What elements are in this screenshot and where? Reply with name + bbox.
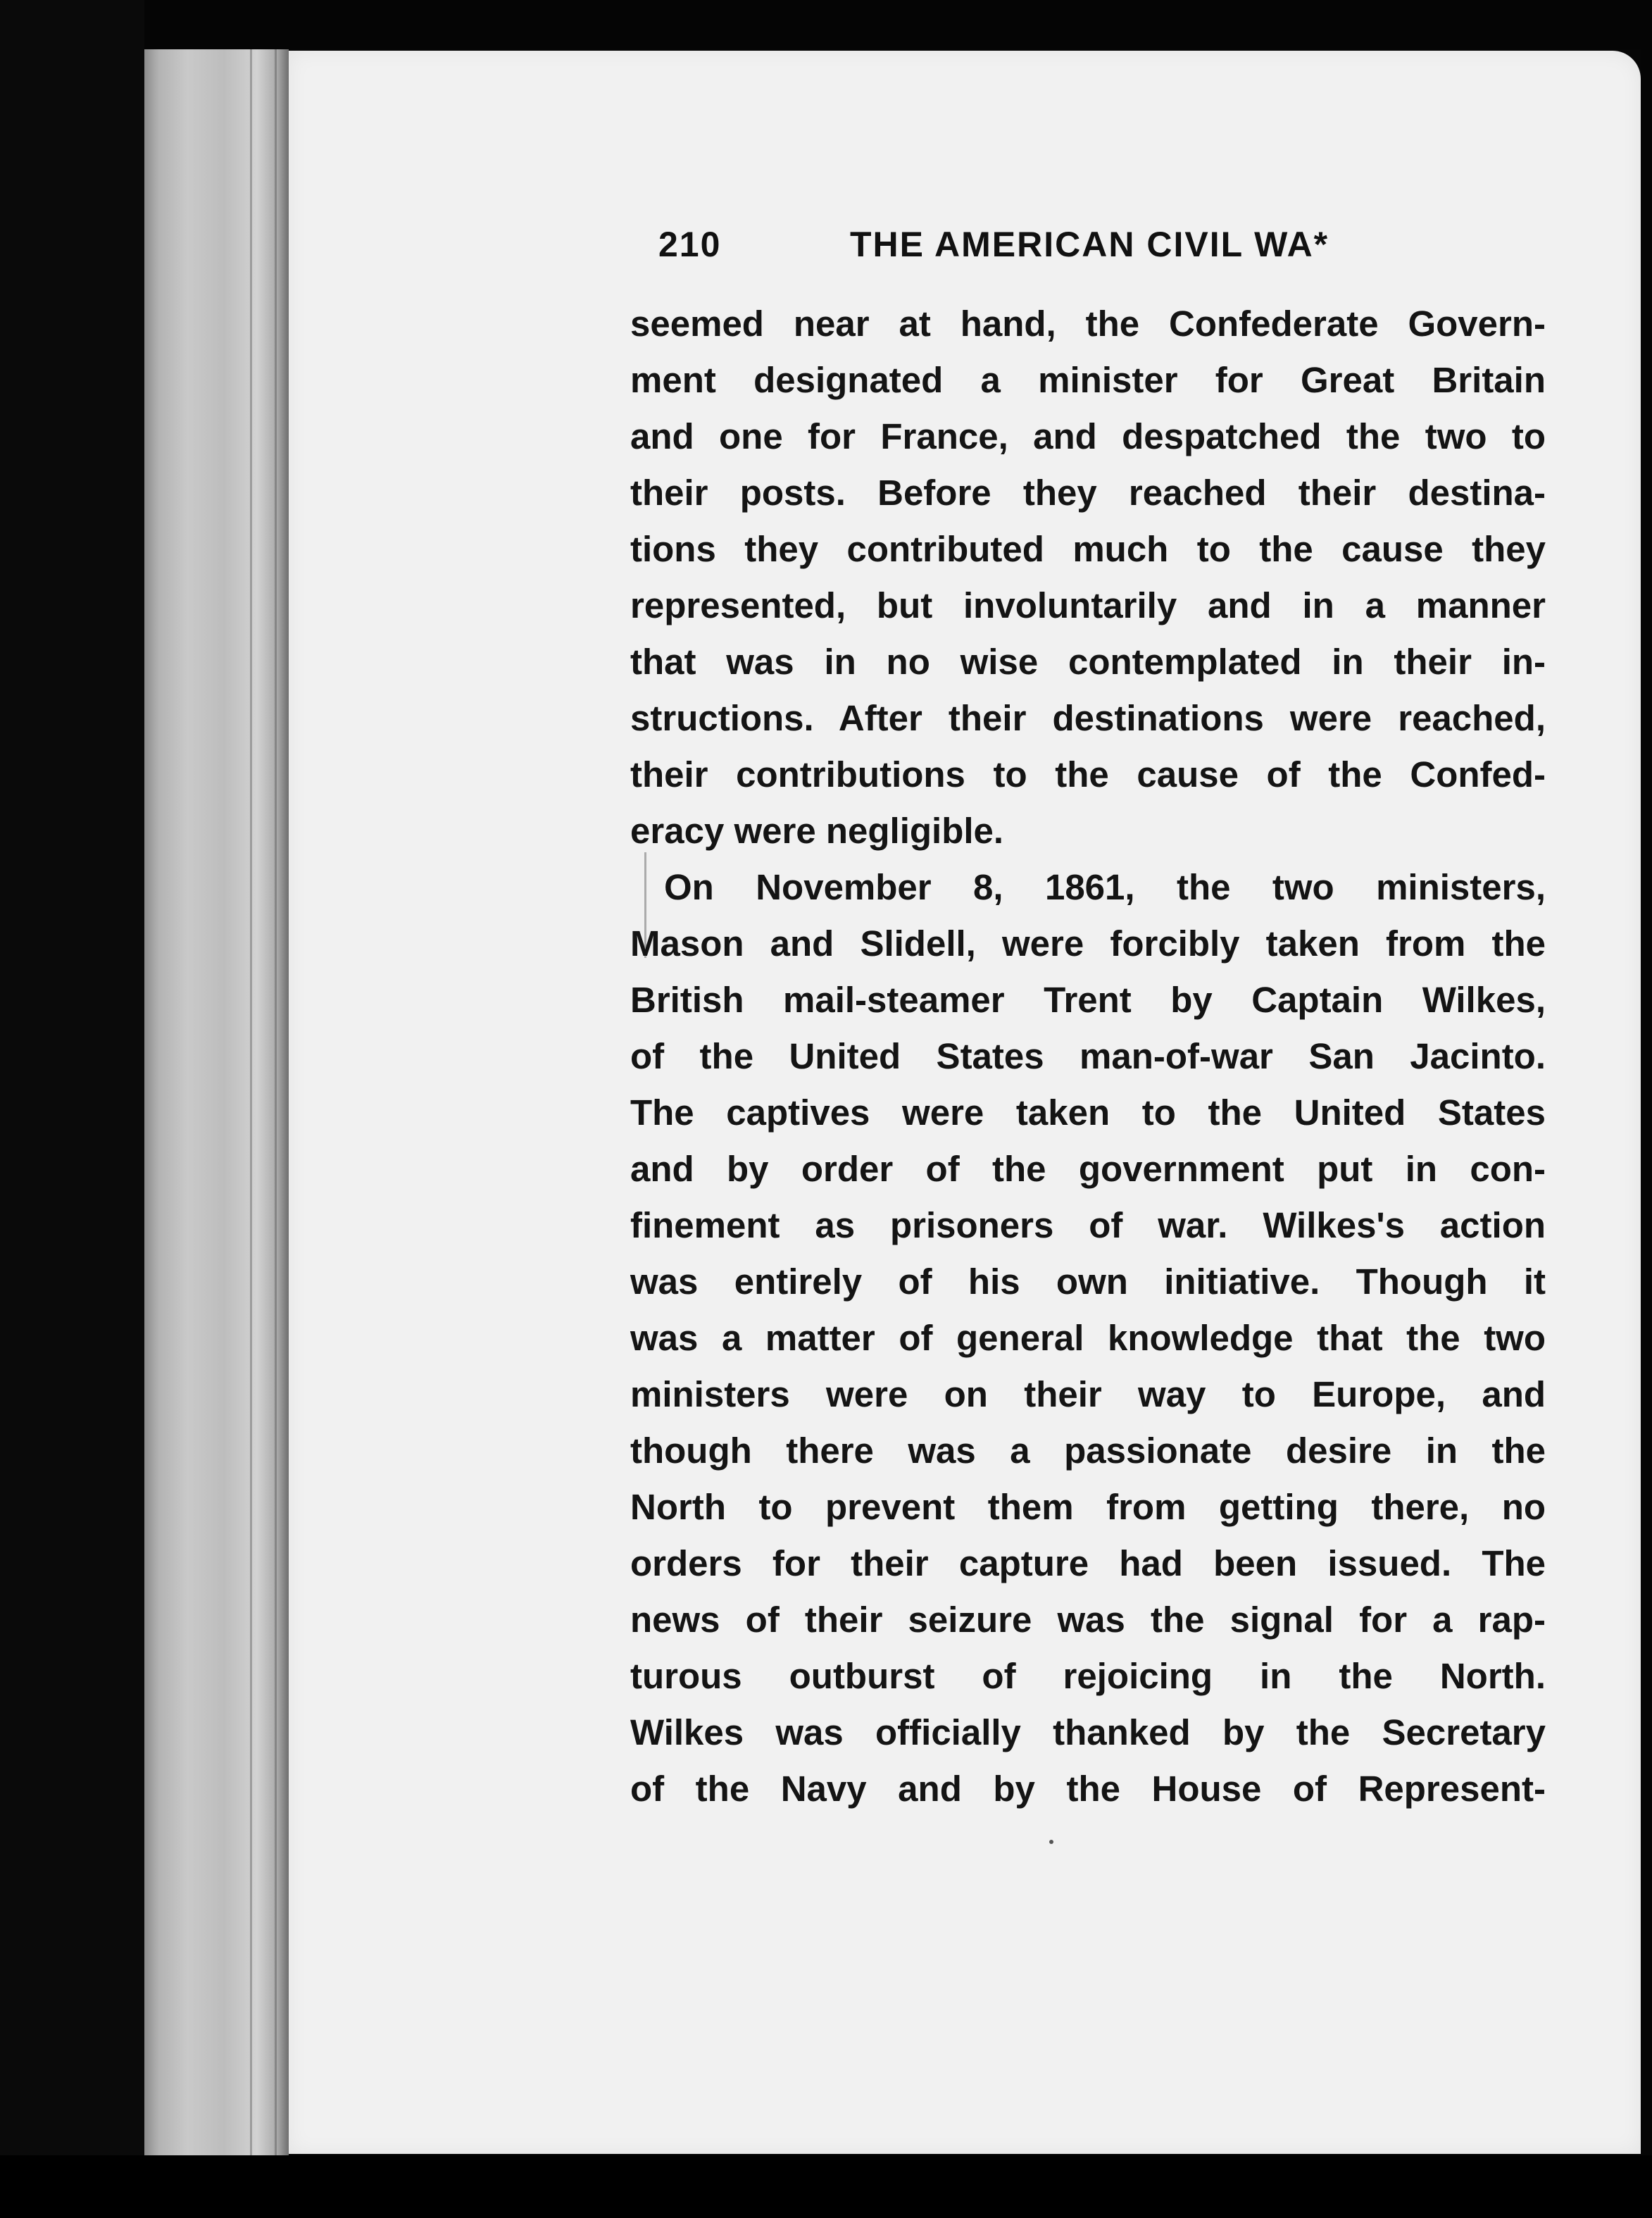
page-edge-line: [275, 49, 277, 2155]
text-line: represented, but involuntarily and in a manner: [630, 585, 1546, 625]
text-line: that was in no wise contemplated in their in-: [630, 642, 1546, 682]
text-line: British mail-steamer Trent by Captain Wilkes,: [630, 980, 1546, 1020]
text-line: orders for their capture had been issued. The: [630, 1543, 1546, 1583]
text-line: seemed near at hand, the Confederate Govern-: [630, 304, 1546, 344]
text-line: their posts. Before they reached their destina-: [630, 473, 1546, 513]
text-line: turous outburst of rejoicing in the North.: [630, 1656, 1546, 1696]
text-line: of the United States man-of-war San Jacinto.: [630, 1036, 1546, 1076]
text-line: though there was a passionate desire in the: [630, 1431, 1546, 1471]
text-line: was a matter of general knowledge that the two: [630, 1318, 1546, 1358]
text-line: their contributions to the cause of the Confed-: [630, 754, 1546, 795]
text-line: was entirely of his own initiative. Though it: [630, 1261, 1546, 1302]
page-number: 210: [658, 225, 722, 264]
book-page-edges: [144, 49, 289, 2155]
text-line: On November 8, 1861, the two ministers,: [664, 867, 1546, 907]
text-line: The captives were taken to the United States: [630, 1092, 1546, 1133]
text-line: North to prevent them from getting there, no: [630, 1487, 1546, 1527]
scan-border-bottom: [0, 2155, 1652, 2218]
text-line: news of their seizure was the signal for a rap-: [630, 1600, 1546, 1640]
text-line: of the Navy and by the House of Represent-: [630, 1769, 1546, 1809]
scan-border-right: [1641, 0, 1652, 2218]
text-line: finement as prisoners of war. Wilkes's action: [630, 1205, 1546, 1245]
text-line: ment designated a minister for Great Britain: [630, 360, 1546, 400]
text-line: Mason and Slidell, were forcibly taken from the: [630, 923, 1546, 964]
text-line: and by order of the government put in con-: [630, 1149, 1546, 1189]
text-line: structions. After their destinations were reached,: [630, 698, 1546, 738]
text-line: Wilkes was officially thanked by the Secretary: [630, 1712, 1546, 1752]
scan-speck: [1049, 1840, 1053, 1844]
running-head: [658, 224, 1539, 273]
text-line: and one for France, and despatched the two to: [630, 416, 1546, 456]
scan-border-top: [0, 0, 1652, 49]
text-line: tions they contributed much to the cause they: [630, 529, 1546, 569]
text-line: eracy were negligible.: [630, 811, 1004, 851]
scan-border-left: [0, 0, 144, 2218]
text-line: ministers were on their way to Europe, and: [630, 1374, 1546, 1414]
page-edge-line: [250, 49, 252, 2155]
running-head-title: THE AMERICAN CIVIL WA*: [850, 225, 1329, 264]
